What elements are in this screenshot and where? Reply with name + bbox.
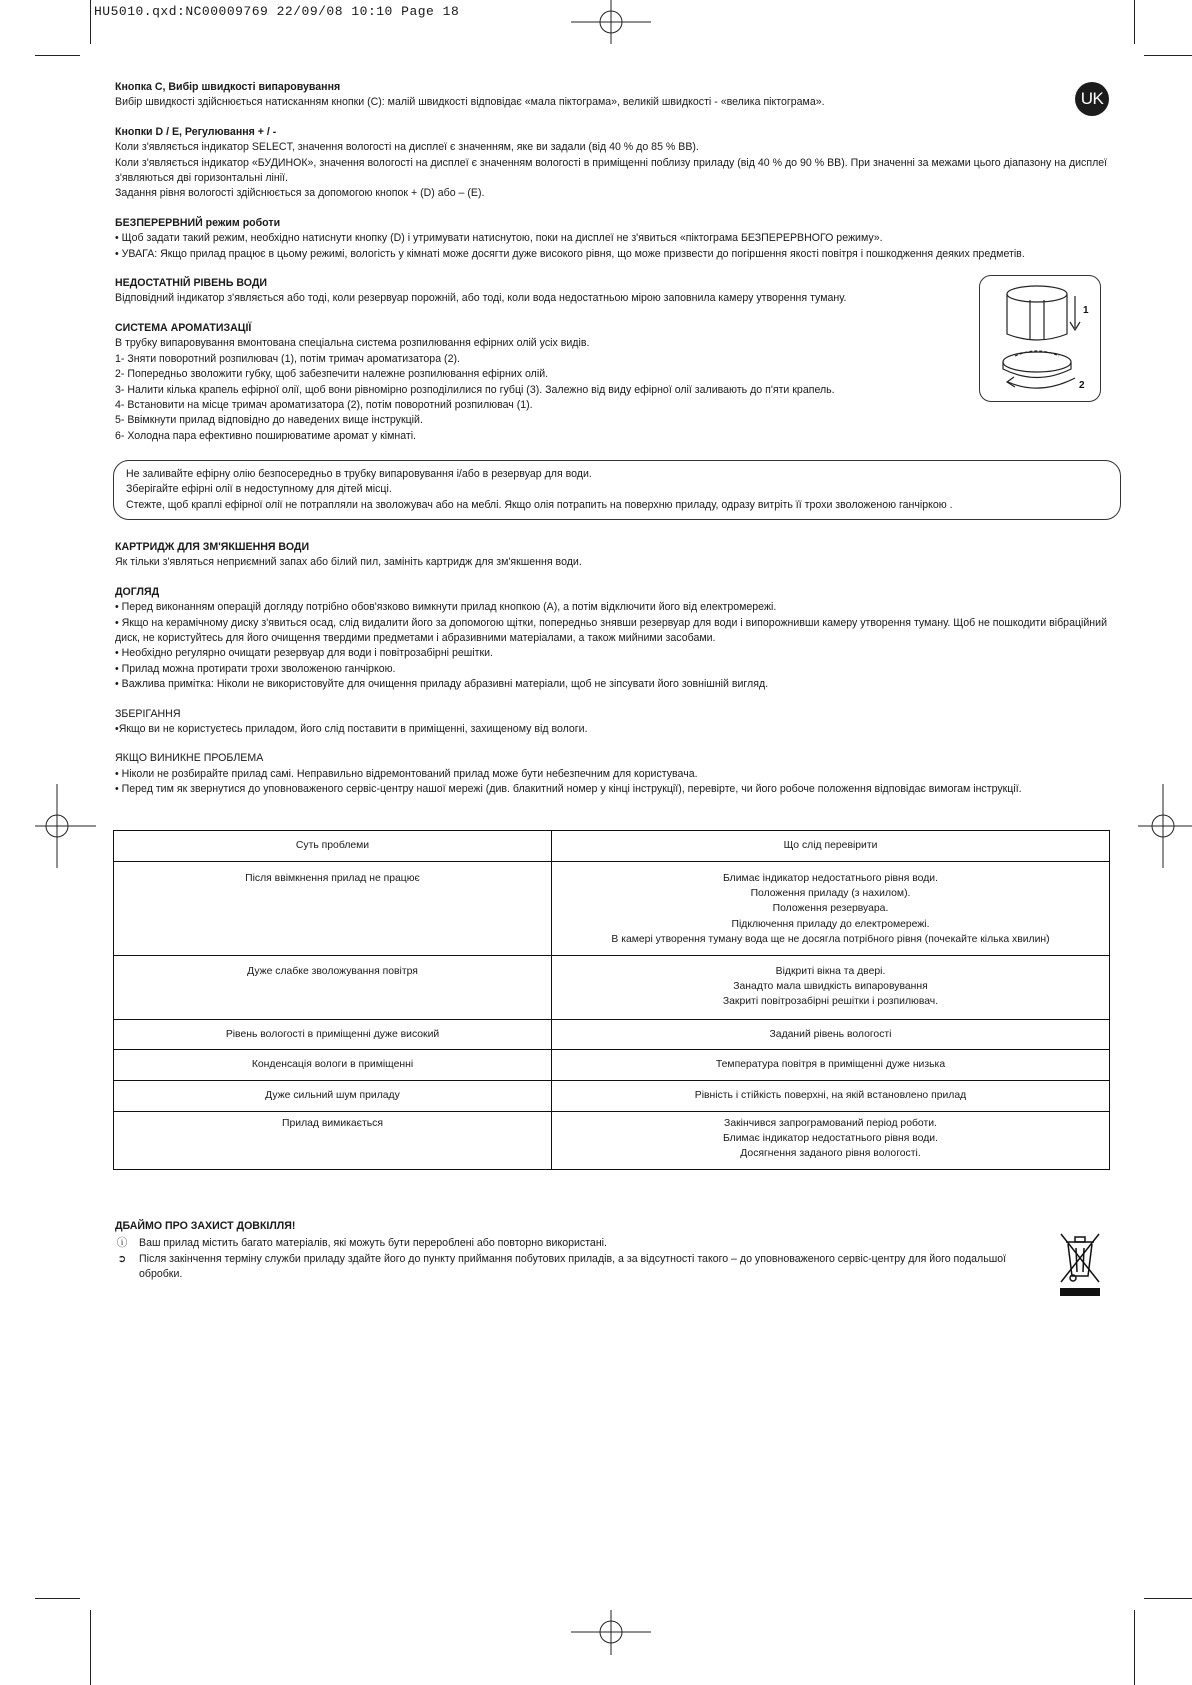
check-line: Заданий рівень вологості: [769, 1028, 892, 1040]
care-line: • Перед виконанням операцій догляду потрібно обов'язково вимкнути прилад кнопкою (A), а потім відключити його від електромережі.: [115, 601, 777, 614]
care-line: • Якщо на керамічному диску з'явиться осад, слід видалити його за допомогою щітки, попередньо знявши резервуар для води і випорожнивши камеру утворення туману. Щоб не пошкодити вібраційний диск, не користуйтесь для його очищення твердими предметами і абразивними матеріалами, а також мийними засобами.: [115, 616, 1107, 645]
table-row: [114, 956, 1110, 1020]
problem-cell: Дуже сильний шум приладу: [114, 1081, 552, 1112]
aroma-step: 1- Зняти поворотний розпилювач (1), потім тримач ароматизатора (2).: [115, 352, 460, 365]
environment-text: Ваш прилад містить багато матеріалів, які можуть бути перероблені або повторно використані.: [139, 1237, 607, 1250]
storage-section: [115, 707, 1110, 738]
cartridge-title: КАРТРИДЖ ДЛЯ ЗМ'ЯКШЕННЯ ВОДИ: [115, 541, 310, 553]
continuous-title: БЕЗПЕРЕРВНИЙ режим роботи: [115, 216, 281, 229]
problem-title: ЯКЩО ВИНИКНЕ ПРОБЛЕМА: [115, 752, 264, 765]
aroma-line: В трубку випаровування вмонтована спеціальна система розпилювання ефірних олій усіх видів.: [115, 337, 590, 350]
continuous-line: • Щоб задати такий режим, необхідно натиснути кнопку (D) і утримувати натиснутою, поки на дисплеї не з'явиться «піктограма БЕЗПЕРЕРВНОГО режиму».: [115, 232, 883, 245]
water-section: [115, 276, 1110, 307]
aroma-diagram: [979, 275, 1101, 402]
adjust-line: Задання рівня вологості здійснюється за допомогою кнопок + (D) або – (E).: [115, 187, 485, 200]
storage-title: ЗБЕРІГАННЯ: [115, 707, 181, 720]
care-line: • Прилад можна протирати трохи зволоженою ганчіркою.: [115, 662, 396, 675]
weee-bin-icon: [1058, 1230, 1102, 1298]
check-line: Рівність і стійкість поверхні, на якій встановлено прилад: [694, 1090, 967, 1102]
environment-section: [115, 1219, 1045, 1283]
diagram-label-2: 2: [1079, 380, 1085, 391]
speed-text: Вибір швидкості здійснюється натисканням кнопки (С): малій швидкості відповідає «мала піктограма», великій швидкості - «велика піктограма».: [115, 96, 825, 109]
check-line: Занадто мала швидкість випаровування: [733, 981, 928, 993]
aroma-title: СИСТЕМА АРОМАТИЗАЦІЇ: [115, 321, 252, 334]
environment-line: [115, 1236, 1045, 1251]
table-row: [114, 1020, 1110, 1050]
notice-line: Стежте, щоб краплі ефірної олії не потрапляли на зволожувач або на меблі. Якщо олія потрапить на поверхню приладу, одразу витріть її трохи зволоженою ганчіркою .: [126, 498, 953, 511]
recycle-arrow-icon: ➲: [117, 1252, 127, 1265]
aroma-step: 5- Ввімкнути прилад відповідно до наведених вище інструкцій.: [115, 414, 423, 427]
table-header-row: [114, 831, 1110, 862]
check-cell: [552, 862, 1110, 956]
water-text: Відповідний індикатор з'являється або тоді, коли резервуар порожній, або тоді, коли вода недостатньою мірою заповнила камеру утворення туману.: [115, 292, 847, 305]
adjust-line: Коли з'являється індикатор SELECT, значення вологості на дисплеї є значенням, яке ви задали (від 40 % до 85 % ВВ).: [115, 141, 699, 154]
table-row: [114, 862, 1110, 956]
storage-text: •Якщо ви не користуєтесь приладом, його слід поставити в приміщенні, захищеному від вологи.: [115, 723, 588, 736]
table-header-check: Що слід перевірити: [552, 831, 1110, 862]
check-line: Закриті повітрозабірні решітки і розпилювач.: [722, 996, 939, 1008]
check-cell: [552, 1081, 1110, 1112]
check-line: Відкриті вікна та двері.: [775, 966, 886, 977]
care-section: [115, 585, 1110, 693]
care-line: • Необхідно регулярно очищати резервуар для води і повітрозабірні решітки.: [115, 647, 493, 660]
language-badge: UK: [1075, 82, 1109, 116]
care-line: • Важлива примітка: Ніколи не використовуйте для очищення приладу абразивні матеріали, щоб не зіпсувати його зовнішній вигляд.: [115, 678, 769, 691]
print-slug: HU5010.qxd:NC00009769 22/09/08 10:10 Page 18: [94, 4, 460, 19]
check-line: В камері утворення туману вода ще не досягла потрібного рівня (почекайте кілька хвилин): [611, 933, 1050, 945]
check-line: Положення приладу (з нахилом).: [750, 888, 911, 900]
adjust-section: [115, 125, 1110, 202]
check-cell: [552, 1050, 1110, 1081]
check-line: Досягнення заданого рівня вологості.: [740, 1148, 921, 1160]
cartridge-text: Як тільки з'являться неприємний запах або білий пил, замініть картридж для зм'якшення води.: [115, 556, 582, 569]
aroma-step: 4- Встановити на місце тримач ароматизатора (2), потім поворотний розпилювач (1).: [115, 398, 533, 411]
check-cell: [552, 1020, 1110, 1050]
table-row: [114, 1050, 1110, 1081]
essential-oil-notice: [113, 460, 1121, 520]
aroma-step: 3- Налити кілька крапель ефірної олії, щоб вони рівномірно розподілилися по губці (3). Залежно від виду ефірної олії заливають до п'яти крапель.: [115, 383, 835, 396]
aroma-step: 2- Попередньо зволожити губку, щоб забезпечити належне розпилювання ефірних олій.: [115, 368, 549, 381]
check-line: Блимає індикатор недостатнього рівня води.: [722, 1133, 938, 1145]
care-title: ДОГЛЯД: [115, 585, 160, 598]
troubleshooting-table: [113, 830, 1110, 1170]
problem-section: [115, 751, 1110, 797]
table-row: [114, 1112, 1110, 1170]
check-line: Положення резервуара.: [772, 903, 889, 915]
table-row: [114, 1081, 1110, 1112]
aroma-step: 6- Холодна пара ефективно поширюватиме аромат у кімнаті.: [115, 429, 417, 442]
check-cell: [552, 956, 1110, 1020]
notice-line: Зберігайте ефірні олії в недоступному для дітей місці.: [126, 483, 392, 496]
adjust-title: Кнопки D / E, Регулювання + / -: [115, 125, 277, 138]
speed-section: [115, 80, 1110, 111]
problem-cell: Рівень вологості в приміщенні дуже високий: [114, 1020, 552, 1050]
check-line: Закінчився запрограмований період роботи.: [724, 1118, 937, 1129]
environment-title: ДБАЙМО ПРО ЗАХИСТ ДОВКІЛЛЯ!: [115, 1220, 296, 1232]
check-line: Підключення приладу до електромережі.: [731, 918, 930, 930]
adjust-line: Коли з'являється індикатор «БУДИНОК», значення вологості на дисплеї є значенням вологості в приміщенні поблизу приладу (від 40 % до 90 % ВВ). При значенні за межами цього діапазону на дисплеї з'являються дві горизонтальні лінії.: [115, 156, 1108, 185]
lower-content: [115, 540, 1110, 812]
info-icon: ⓘ: [116, 1237, 128, 1250]
aroma-section: [115, 321, 1110, 444]
problem-cell: Прилад вимикається: [114, 1112, 552, 1170]
continuous-section: [115, 216, 1110, 262]
environment-line: [115, 1252, 1045, 1283]
check-line: Блимає індикатор недостатнього рівня води.: [722, 873, 938, 884]
problem-line: • Перед тим як звернутися до уповноваженого сервіс-центру нашої мережі (див. блакитний номер у кінці інструкції), перевірте, чи його робоче положення відповідає вимогам інструкції.: [115, 783, 1022, 796]
problem-cell: Дуже слабке зволожування повітря: [114, 956, 552, 1020]
problem-line: • Ніколи не розбирайте прилад самі. Неправильно відремонтований прилад може бути небезпечним для користувача.: [115, 767, 698, 780]
continuous-line: • УВАГА: Якщо прилад працює в цьому режимі, вологість у кімнаті може досягти дуже високого рівня, що може призвести до погіршення якості повітря і пошкодження деяких предметів.: [115, 247, 1025, 260]
problem-cell: Конденсація вологи в приміщенні: [114, 1050, 552, 1081]
problem-cell: Після ввімкнення прилад не працює: [114, 862, 552, 956]
check-cell: [552, 1112, 1110, 1170]
check-line: Температура повітря в приміщенні дуже низька: [715, 1059, 946, 1071]
speed-title: Кнопка С, Вибір швидкості випаровування: [115, 81, 341, 93]
cartridge-section: [115, 540, 1110, 571]
table-header-problem: Суть проблеми: [114, 831, 552, 862]
diagram-label-1: 1: [1083, 305, 1089, 316]
environment-text: Після закінчення терміну служби приладу здайте його до пункту приймання побутових приладів, а за відсутності такого – до уповноваженого сервіс-центру для його подальшої обробки.: [139, 1252, 1007, 1281]
diffuser-illustration: [980, 276, 1100, 401]
water-title: НЕДОСТАТНІЙ РІВЕНЬ ВОДИ: [115, 277, 268, 290]
notice-line: Не заливайте ефірну олію безпосередньо в трубку випаровування і/або в резервуар для води.: [126, 468, 592, 480]
upper-content: [115, 80, 1110, 458]
